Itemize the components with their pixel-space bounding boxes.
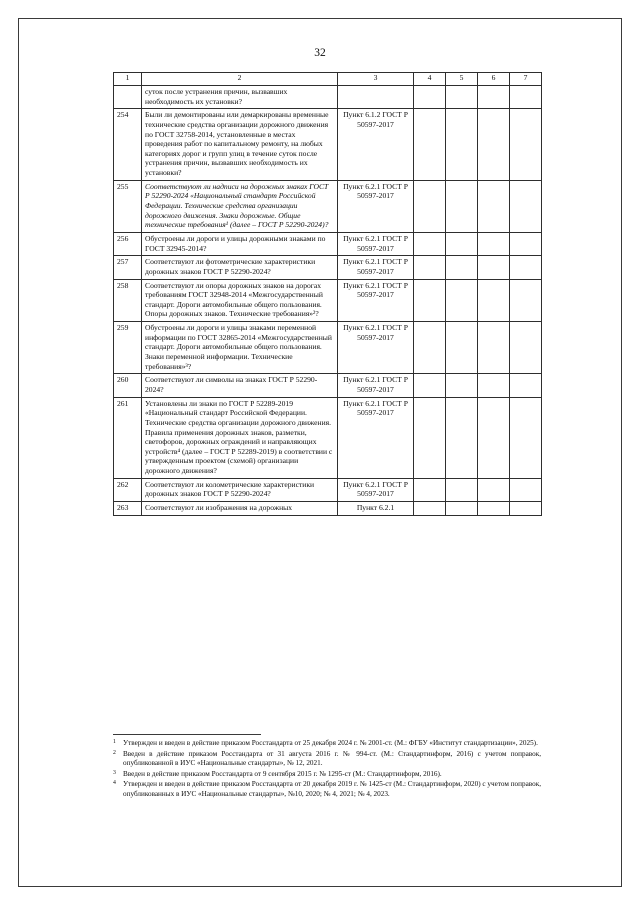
row-cell-6 [478, 374, 510, 397]
table-row [114, 256, 542, 279]
row-cell-6 [478, 322, 510, 374]
footnote [113, 770, 541, 780]
row-cell-7 [510, 478, 542, 501]
table-header-row [114, 73, 542, 86]
row-cell-4 [414, 322, 446, 374]
row-reference: Пункт 6.2.1 ГОСТ Р 50597-2017 [338, 322, 414, 374]
table-row [114, 109, 542, 180]
row-question: Соответствуют ли надписи на дорожных знаках ГОСТ Р 52290-2024 «Национальный стандарт Российской Федерации. Технические средства организации дорожного движения. Знаки дорожные. Общие технические требования¹ (далее – ГОСТ Р 52290-2024)? [142, 180, 338, 232]
row-number: 261 [114, 397, 142, 478]
row-cell-4 [414, 86, 446, 109]
row-number: 257 [114, 256, 142, 279]
row-reference: Пункт 6.2.1 ГОСТ Р 50597-2017 [338, 232, 414, 255]
row-cell-5 [446, 322, 478, 374]
row-cell-5 [446, 86, 478, 109]
footnote-marker: 1 [113, 739, 116, 745]
row-reference: Пункт 6.2.1 ГОСТ Р 50597-2017 [338, 180, 414, 232]
row-reference: Пункт 6.2.1 ГОСТ Р 50597-2017 [338, 256, 414, 279]
row-cell-4 [414, 279, 446, 322]
footnote-text: Введен в действие приказом Росстандарта от 9 сентября 2015 г. № 1295-ст (М.: Стандартинформ, 2016). [123, 769, 442, 778]
row-cell-4 [414, 374, 446, 397]
column-header: 2 [142, 73, 338, 86]
table-row [114, 279, 542, 322]
row-number [114, 86, 142, 109]
footnote [113, 739, 541, 749]
row-cell-4 [414, 109, 446, 180]
row-cell-5 [446, 374, 478, 397]
row-cell-4 [414, 232, 446, 255]
row-cell-5 [446, 397, 478, 478]
table-row [114, 478, 542, 501]
checklist-table [113, 72, 542, 516]
row-cell-7 [510, 279, 542, 322]
row-cell-7 [510, 322, 542, 374]
row-cell-5 [446, 501, 478, 515]
row-number: 258 [114, 279, 142, 322]
row-cell-7 [510, 232, 542, 255]
column-header: 4 [414, 73, 446, 86]
row-number: 263 [114, 501, 142, 515]
footnote-text: Утвержден и введен в действие приказом Росстандарта от 25 декабря 2024 г. № 2001-ст. (М.: ФГБУ «Институт стандартизации», 2025). [123, 739, 538, 747]
row-cell-4 [414, 180, 446, 232]
row-question: Установлены ли знаки по ГОСТ Р 52289-2019 «Национальный стандарт Российской Федерации. Технические средства организации дорожного движения. Правила применения дорожных знаков, разметки, светофоров, дорожных ограждений и направляющих устройств⁴ (далее – ГОСТ Р 52289-2019) в соответствии с утвержденным проектом (схемой) организации дорожного движения? [142, 397, 338, 478]
row-number: 254 [114, 109, 142, 180]
column-header: 5 [446, 73, 478, 86]
footnote-marker: 3 [113, 769, 116, 776]
row-cell-5 [446, 232, 478, 255]
row-question: Соответствуют ли колометрические характеристики дорожных знаков ГОСТ Р 52290-2024? [142, 478, 338, 501]
row-cell-6 [478, 109, 510, 180]
row-cell-6 [478, 232, 510, 255]
footnote-text: Утвержден и введен в действие приказом Росстандарта от 20 декабря 2019 г. № 1425-ст (М.: Стандартинформ, 2020) с учетом поправок, опубликованных в ИУС «Национальные стандарты», №10, 2020; № 4, 2021; № 4, 2023. [123, 780, 541, 798]
footnote [113, 780, 541, 799]
row-cell-7 [510, 374, 542, 397]
row-cell-6 [478, 86, 510, 109]
table-row [114, 397, 542, 478]
row-cell-7 [510, 397, 542, 478]
row-number: 255 [114, 180, 142, 232]
column-header: 7 [510, 73, 542, 86]
table-row [114, 86, 542, 109]
footnotes-section [113, 734, 541, 800]
row-cell-4 [414, 501, 446, 515]
row-cell-4 [414, 478, 446, 501]
table-row [114, 232, 542, 255]
row-cell-6 [478, 256, 510, 279]
footnote-marker: 2 [113, 749, 116, 756]
row-cell-6 [478, 279, 510, 322]
row-question: Обустроены ли дороги и улицы знаками переменной информации по ГОСТ 32865-2014 «Межгосударственный стандарт. Дороги автомобильные общего пользования. Знаки переменной информации. Технические требования»³? [142, 322, 338, 374]
row-reference: Пункт 6.2.1 ГОСТ Р 50597-2017 [338, 279, 414, 322]
row-cell-6 [478, 180, 510, 232]
table-row [114, 501, 542, 515]
row-question: Обустроены ли дороги и улицы дорожными знаками по ГОСТ 32945-2014? [142, 232, 338, 255]
row-question: Были ли демонтированы или демаркированы временные технические средства организации дорожного движения по ГОСТ 32758-2014, установленные в местах проведения работ по капитальному ремонту, на любых категориях дорог и групп улиц в течение суток после устранения причин, вызвавших необходимость их установки? [142, 109, 338, 180]
row-cell-5 [446, 256, 478, 279]
row-cell-7 [510, 86, 542, 109]
checklist-table-container [113, 72, 541, 516]
row-question: Соответствуют ли опоры дорожных знаков на дорогах требованиям ГОСТ 32948-2014 «Межгосударственный стандарт. Дороги автомобильные общего пользования. Опоры дорожных знаков. Технические требования»²? [142, 279, 338, 322]
row-reference: Пункт 6.2.1 ГОСТ Р 50597-2017 [338, 374, 414, 397]
footnote-marker: 4 [113, 780, 116, 786]
footnote-text: Введен в действие приказом Росстандарта от 31 августа 2016 г. № 994-ст. (М.: Стандартинформ, 2016) с учетом поправок, опубликованной в ИУС «Национальные стандарты», № 12, 2021. [123, 749, 541, 767]
row-reference [338, 86, 414, 109]
footnote [113, 750, 541, 769]
row-question: Соответствуют ли символы на знаках ГОСТ Р 52290-2024? [142, 374, 338, 397]
row-cell-4 [414, 397, 446, 478]
row-reference: Пункт 6.1.2 ГОСТ Р 50597-2017 [338, 109, 414, 180]
table-row [114, 180, 542, 232]
table-row [114, 322, 542, 374]
row-question: Соответствуют ли изображения на дорожных [142, 501, 338, 515]
column-header: 6 [478, 73, 510, 86]
row-cell-7 [510, 180, 542, 232]
footnote-separator [113, 734, 261, 735]
row-cell-7 [510, 256, 542, 279]
row-reference: Пункт 6.2.1 [338, 501, 414, 515]
row-cell-6 [478, 397, 510, 478]
row-cell-6 [478, 501, 510, 515]
row-cell-5 [446, 180, 478, 232]
row-number: 262 [114, 478, 142, 501]
row-cell-5 [446, 109, 478, 180]
row-number: 256 [114, 232, 142, 255]
row-reference: Пункт 6.2.1 ГОСТ Р 50597-2017 [338, 397, 414, 478]
row-question: Соответствуют ли фотометрические характеристики дорожных знаков ГОСТ Р 52290-2024? [142, 256, 338, 279]
row-cell-7 [510, 501, 542, 515]
row-number: 260 [114, 374, 142, 397]
table-row [114, 374, 542, 397]
column-header: 1 [114, 73, 142, 86]
column-header: 3 [338, 73, 414, 86]
row-cell-4 [414, 256, 446, 279]
page-number: 32 [314, 47, 326, 59]
row-cell-6 [478, 478, 510, 501]
row-cell-5 [446, 279, 478, 322]
row-reference: Пункт 6.2.1 ГОСТ Р 50597-2017 [338, 478, 414, 501]
row-number: 259 [114, 322, 142, 374]
row-cell-7 [510, 109, 542, 180]
row-cell-5 [446, 478, 478, 501]
row-question: суток после устранения причин, вызвавших необходимость их установки? [142, 86, 338, 109]
